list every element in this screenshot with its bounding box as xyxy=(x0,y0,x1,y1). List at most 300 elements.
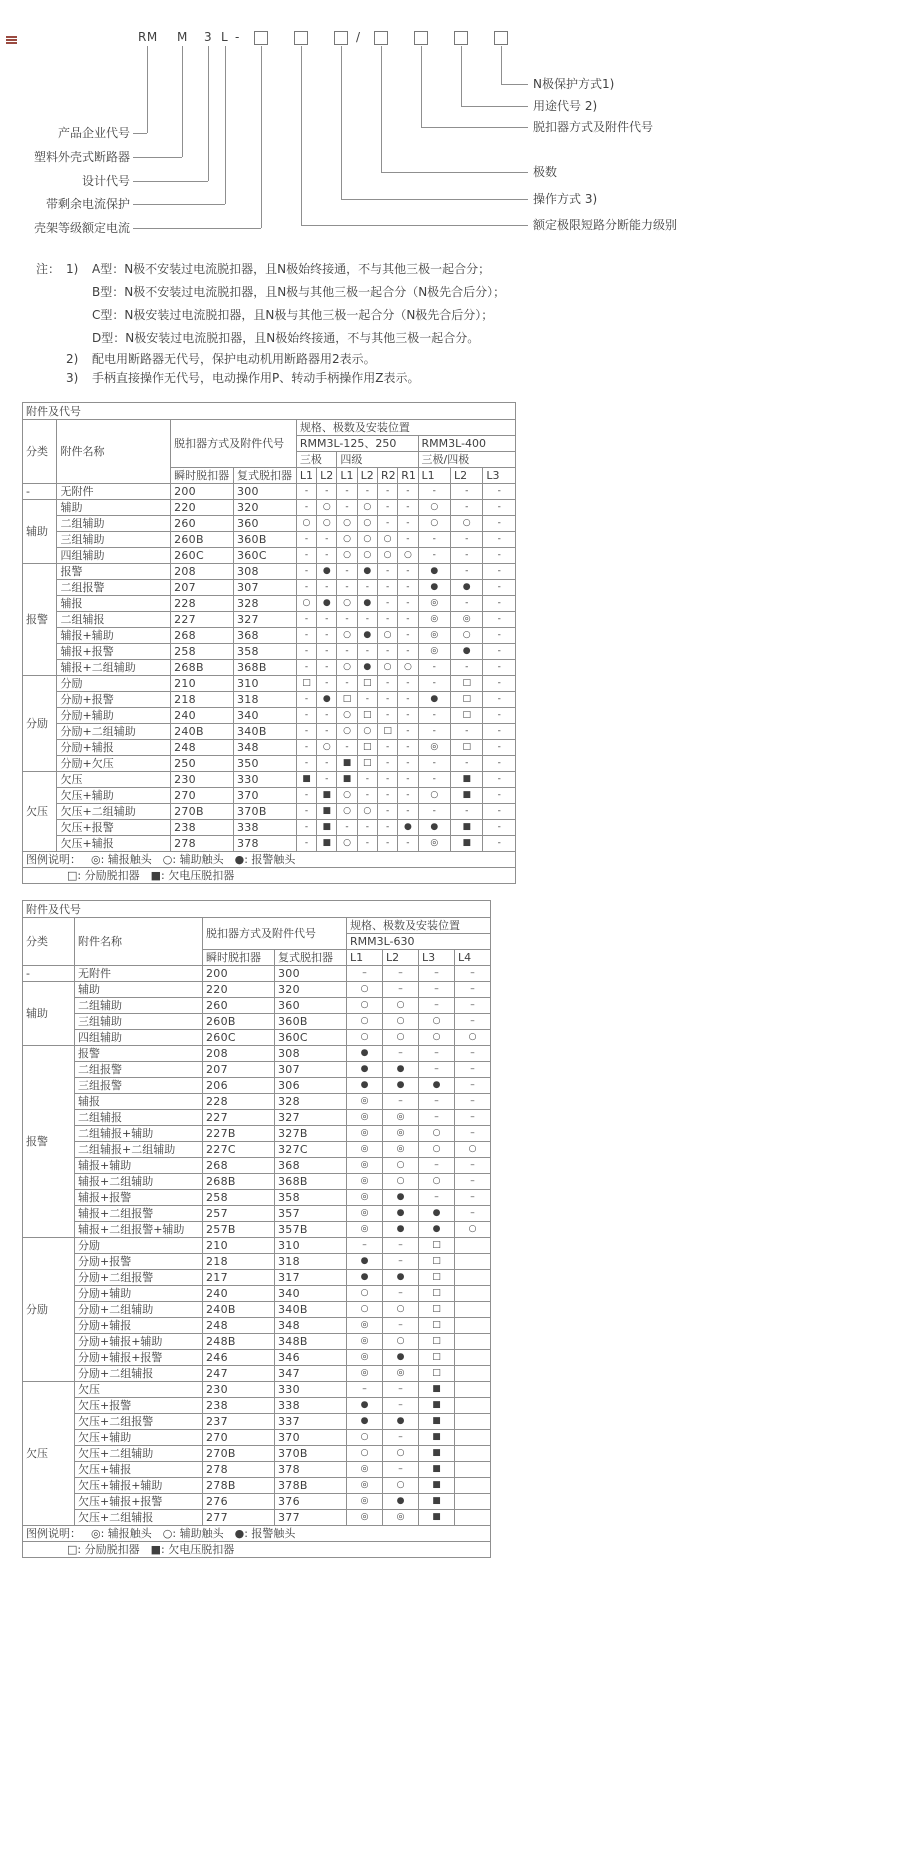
position-cell: - xyxy=(357,692,377,708)
attachment-name-cell: 欠压+辅报+辅助 xyxy=(75,1478,203,1494)
position-cell: ○ xyxy=(347,1302,383,1318)
position-cell: ○ xyxy=(383,1030,419,1046)
position-cell: ◎ xyxy=(347,1174,383,1190)
table-row xyxy=(23,564,516,580)
position-cell: ■ xyxy=(450,820,482,836)
position-cell: - xyxy=(296,740,316,756)
position-cell: - xyxy=(418,660,450,676)
position-cell: - xyxy=(377,644,397,660)
col-header-compound-trip: 复式脱扣器 xyxy=(275,950,347,966)
position-cell: – xyxy=(383,1254,419,1270)
position-cell: ◎ xyxy=(347,1206,383,1222)
code-cell: 227B xyxy=(203,1126,275,1142)
code-box-frame-current xyxy=(254,31,268,45)
table-row xyxy=(23,966,491,982)
code-part-design: 3 xyxy=(204,30,213,44)
position-cell: - xyxy=(317,756,337,772)
position-cell: □ xyxy=(419,1350,455,1366)
code-cell: 348 xyxy=(233,740,296,756)
position-cell: - xyxy=(317,580,337,596)
code-cell: 260C xyxy=(171,548,234,564)
position-cell: – xyxy=(347,1238,383,1254)
position-cell: ○ xyxy=(337,516,357,532)
position-cell: - xyxy=(398,756,418,772)
code-cell: 370B xyxy=(233,804,296,820)
position-cell: - xyxy=(296,804,316,820)
col-header-frame-630: RMM3L-630 xyxy=(347,934,491,950)
table-row xyxy=(23,772,516,788)
position-cell: - xyxy=(483,484,516,500)
code-cell: 348 xyxy=(275,1318,347,1334)
position-cell: - xyxy=(337,676,357,692)
code-cell: 346 xyxy=(275,1350,347,1366)
position-cell: – xyxy=(455,1094,491,1110)
position-cell: ◎ xyxy=(383,1142,419,1158)
code-cell: 338 xyxy=(275,1398,347,1414)
code-cell: 278 xyxy=(203,1462,275,1478)
position-cell: – xyxy=(455,1206,491,1222)
code-cell: 310 xyxy=(275,1238,347,1254)
model-code-diagram xyxy=(0,0,900,252)
position-cell: ■ xyxy=(419,1382,455,1398)
position-cell: - xyxy=(296,532,316,548)
accessory-table-2-wrap xyxy=(22,900,491,1558)
position-cell: ◎ xyxy=(418,836,450,852)
col-header-4pole: 四级 xyxy=(337,452,418,468)
position-cell: - xyxy=(483,692,516,708)
position-cell: - xyxy=(483,708,516,724)
position-cell: - xyxy=(418,804,450,820)
code-cell: 350 xyxy=(233,756,296,772)
code-cell: 260 xyxy=(203,998,275,1014)
position-cell xyxy=(455,1494,491,1510)
position-cell: - xyxy=(398,516,418,532)
position-cell: – xyxy=(383,1094,419,1110)
code-cell: 278 xyxy=(171,836,234,852)
position-cell: - xyxy=(296,564,316,580)
table-row xyxy=(23,1398,491,1414)
note-number: 1) xyxy=(66,262,79,276)
code-cell: 238 xyxy=(171,820,234,836)
code-cell: 370 xyxy=(233,788,296,804)
attachment-name-cell: 二组辅报 xyxy=(57,612,171,628)
category-cell: 报警 xyxy=(23,1046,75,1238)
position-cell: ○ xyxy=(337,548,357,564)
position-cell xyxy=(455,1238,491,1254)
position-cell: - xyxy=(418,772,450,788)
code-part-slash: / xyxy=(356,30,361,44)
position-cell: – xyxy=(419,1190,455,1206)
table-row xyxy=(23,788,516,804)
diagram-label-design-code: 设计代号 xyxy=(81,174,130,188)
position-cell: ● xyxy=(347,1254,383,1270)
position-cell: ■ xyxy=(337,756,357,772)
position-cell: – xyxy=(383,1286,419,1302)
category-cell: 报警 xyxy=(23,564,57,676)
position-cell: ○ xyxy=(337,708,357,724)
position-cell: – xyxy=(419,1062,455,1078)
table-row xyxy=(23,676,516,692)
code-cell: 310 xyxy=(233,676,296,692)
position-cell: ○ xyxy=(419,1142,455,1158)
position-cell: ◎ xyxy=(347,1142,383,1158)
code-cell: 357B xyxy=(275,1222,347,1238)
position-cell: ■ xyxy=(317,820,337,836)
legend-line-1 xyxy=(23,1526,491,1542)
attachment-name-cell: 欠压+辅助 xyxy=(75,1430,203,1446)
code-cell: 270 xyxy=(203,1430,275,1446)
position-cell: ○ xyxy=(337,836,357,852)
accessory-table-1-wrap xyxy=(22,402,516,884)
code-cell: 260C xyxy=(203,1030,275,1046)
position-cell: - xyxy=(377,612,397,628)
position-cell: - xyxy=(450,724,482,740)
position-cell: ◎ xyxy=(347,1366,383,1382)
table-title: 附件及代号 xyxy=(23,901,491,918)
code-cell: 307 xyxy=(275,1062,347,1078)
position-cell: – xyxy=(347,1382,383,1398)
position-cell: ○ xyxy=(377,532,397,548)
col-header-3pole: 三极 xyxy=(296,452,337,468)
position-cell: - xyxy=(337,500,357,516)
attachment-name-cell: 欠压 xyxy=(75,1382,203,1398)
table-row xyxy=(23,708,516,724)
position-cell: ◎ xyxy=(347,1222,383,1238)
position-cell: □ xyxy=(377,724,397,740)
position-cell: ◎ xyxy=(383,1110,419,1126)
position-cell: ◎ xyxy=(347,1110,383,1126)
position-cell: ● xyxy=(419,1078,455,1094)
position-cell: - xyxy=(398,804,418,820)
code-cell: 358 xyxy=(275,1190,347,1206)
position-cell: - xyxy=(398,740,418,756)
position-cell: - xyxy=(398,788,418,804)
code-cell: 340B xyxy=(233,724,296,740)
legend-intro: 图例说明： xyxy=(26,853,81,866)
attachment-name-cell: 报警 xyxy=(57,564,171,580)
position-cell: ○ xyxy=(347,1014,383,1030)
position-cell: – xyxy=(419,1110,455,1126)
code-cell: 360B xyxy=(275,1014,347,1030)
position-cell: □ xyxy=(419,1238,455,1254)
position-cell: - xyxy=(418,708,450,724)
code-cell: 217 xyxy=(203,1270,275,1286)
attachment-name-cell: 报警 xyxy=(75,1046,203,1062)
position-cell: ○ xyxy=(337,660,357,676)
code-cell: 207 xyxy=(171,580,234,596)
code-cell: 220 xyxy=(171,500,234,516)
attachment-name-cell: 三组辅助 xyxy=(75,1014,203,1030)
code-cell: 238 xyxy=(203,1398,275,1414)
position-cell: ■ xyxy=(317,836,337,852)
legend-intro: 图例说明： xyxy=(26,1527,81,1540)
connector-line xyxy=(182,46,183,157)
table-row xyxy=(23,1334,491,1350)
position-cell: ○ xyxy=(296,516,316,532)
position-cell xyxy=(455,1414,491,1430)
position-cell: - xyxy=(483,724,516,740)
code-cell: 240 xyxy=(203,1286,275,1302)
code-cell: 348B xyxy=(275,1334,347,1350)
col-header-name: 附件名称 xyxy=(57,420,171,484)
col-header-instant-trip: 瞬时脱扣器 xyxy=(203,950,275,966)
notes-label: 注： xyxy=(36,262,61,276)
position-cell: ● xyxy=(383,1350,419,1366)
position-cell: ■ xyxy=(337,772,357,788)
code-cell: 250 xyxy=(171,756,234,772)
code-cell: 240B xyxy=(171,724,234,740)
position-cell: ○ xyxy=(296,596,316,612)
position-cell: ◎ xyxy=(383,1126,419,1142)
position-cell xyxy=(455,1334,491,1350)
position-cell: ◎ xyxy=(418,612,450,628)
note-number: 2) xyxy=(66,352,79,366)
attachment-name-cell: 辅报+报警 xyxy=(75,1190,203,1206)
diagram-label-residual-current: 带剩余电流保护 xyxy=(45,197,130,211)
attachment-name-cell: 辅报+二组辅助 xyxy=(57,660,171,676)
col-header-trip-group: 脱扣器方式及附件代号 xyxy=(203,918,347,950)
position-cell: ● xyxy=(347,1078,383,1094)
position-cell: - xyxy=(483,660,516,676)
attachment-name-cell: 辅报+二组报警+辅助 xyxy=(75,1222,203,1238)
position-cell: □ xyxy=(419,1366,455,1382)
code-cell: 300 xyxy=(275,966,347,982)
attachment-name-cell: 辅报+二组报警 xyxy=(75,1206,203,1222)
table-row xyxy=(23,1382,491,1398)
position-cell: - xyxy=(337,580,357,596)
col-header-name: 附件名称 xyxy=(75,918,203,966)
position-cell: ■ xyxy=(419,1430,455,1446)
position-cell: – xyxy=(455,1062,491,1078)
code-cell: 338 xyxy=(233,820,296,836)
position-cell: ● xyxy=(398,820,418,836)
position-cell: ● xyxy=(347,1398,383,1414)
code-cell: 370 xyxy=(275,1430,347,1446)
connector-line xyxy=(133,204,225,205)
position-cell: ○ xyxy=(357,516,377,532)
position-cell: - xyxy=(337,644,357,660)
attachment-name-cell: 欠压+二组辅报 xyxy=(75,1510,203,1526)
table-row xyxy=(23,1174,491,1190)
position-cell: - xyxy=(317,676,337,692)
attachment-name-cell: 欠压+报警 xyxy=(75,1398,203,1414)
position-cell: ● xyxy=(317,564,337,580)
position-cell: - xyxy=(296,692,316,708)
category-cell: 分励 xyxy=(23,676,57,772)
position-cell: - xyxy=(450,564,482,580)
attachment-name-cell: 分励+辅报+报警 xyxy=(75,1350,203,1366)
position-cell: ■ xyxy=(419,1462,455,1478)
note-number: 3) xyxy=(66,371,79,385)
table-row xyxy=(23,612,516,628)
code-cell: 320 xyxy=(275,982,347,998)
code-cell: 360 xyxy=(233,516,296,532)
position-cell: ○ xyxy=(419,1126,455,1142)
position-cell: - xyxy=(398,836,418,852)
position-cell: ● xyxy=(357,628,377,644)
code-cell: 376 xyxy=(275,1494,347,1510)
position-cell: - xyxy=(317,612,337,628)
position-cell: ◎ xyxy=(347,1318,383,1334)
position-cell: - xyxy=(483,628,516,644)
code-cell: 200 xyxy=(171,484,234,500)
position-cell: ◎ xyxy=(418,596,450,612)
note-text: D型：N极安装过电流脱扣器，且N极始终接通，不与其他三极一起合分。 xyxy=(92,331,480,345)
table-row xyxy=(23,548,516,564)
position-cell: □ xyxy=(419,1254,455,1270)
code-cell: 378 xyxy=(233,836,296,852)
table-row xyxy=(23,532,516,548)
position-cell: - xyxy=(296,548,316,564)
table-row xyxy=(23,1030,491,1046)
position-cell: - xyxy=(317,724,337,740)
position-cell: □ xyxy=(357,740,377,756)
position-cell: ■ xyxy=(419,1398,455,1414)
position-cell: ○ xyxy=(317,740,337,756)
code-cell: 258 xyxy=(203,1190,275,1206)
attachment-name-cell: 无附件 xyxy=(75,966,203,982)
position-cell: ● xyxy=(317,596,337,612)
position-cell: ■ xyxy=(419,1494,455,1510)
connector-line xyxy=(501,84,528,85)
code-part-type: M xyxy=(177,30,188,44)
position-cell: □ xyxy=(419,1334,455,1350)
position-cell: - xyxy=(357,836,377,852)
code-cell: 320 xyxy=(233,500,296,516)
diagram-label-enterprise-code: 产品企业代号 xyxy=(57,126,130,140)
table-row xyxy=(23,580,516,596)
position-cell: – xyxy=(383,1382,419,1398)
attachment-name-cell: 欠压+辅报 xyxy=(57,836,171,852)
position-cell: - xyxy=(296,724,316,740)
code-cell: 228 xyxy=(171,596,234,612)
attachment-name-cell: 分励+辅报 xyxy=(75,1318,203,1334)
position-cell: ○ xyxy=(337,596,357,612)
position-cell: – xyxy=(383,1398,419,1414)
table-row xyxy=(23,1158,491,1174)
col-header-position: L2 xyxy=(317,468,337,484)
code-cell: 270B xyxy=(203,1446,275,1462)
table-row xyxy=(23,804,516,820)
code-cell: 260B xyxy=(203,1014,275,1030)
code-cell: 370B xyxy=(275,1446,347,1462)
position-cell xyxy=(455,1398,491,1414)
code-cell: 276 xyxy=(203,1494,275,1510)
table-row xyxy=(23,692,516,708)
code-cell: 247 xyxy=(203,1366,275,1382)
position-cell: □ xyxy=(337,692,357,708)
position-cell: – xyxy=(455,1174,491,1190)
col-header-position: L3 xyxy=(483,468,516,484)
code-cell: 257 xyxy=(203,1206,275,1222)
position-cell: - xyxy=(377,484,397,500)
attachment-name-cell: 分励+二组辅助 xyxy=(57,724,171,740)
connector-line xyxy=(301,225,528,226)
position-cell: - xyxy=(296,788,316,804)
position-cell: - xyxy=(418,532,450,548)
position-cell: □ xyxy=(357,756,377,772)
position-cell: - xyxy=(337,740,357,756)
connector-line xyxy=(461,46,462,106)
code-cell: 328 xyxy=(275,1094,347,1110)
position-cell: - xyxy=(377,772,397,788)
table-row xyxy=(23,1078,491,1094)
position-cell: - xyxy=(398,772,418,788)
position-cell: ○ xyxy=(337,532,357,548)
code-cell: 308 xyxy=(233,564,296,580)
code-cell: 227 xyxy=(171,612,234,628)
connector-line xyxy=(261,46,262,228)
position-cell: ● xyxy=(347,1046,383,1062)
table-row xyxy=(23,1238,491,1254)
connector-line xyxy=(501,46,502,84)
position-cell: - xyxy=(377,692,397,708)
position-cell: ○ xyxy=(347,982,383,998)
table-row xyxy=(23,1302,491,1318)
position-cell: □ xyxy=(450,676,482,692)
position-cell: - xyxy=(398,500,418,516)
position-cell: ○ xyxy=(419,1030,455,1046)
table-row xyxy=(23,516,516,532)
position-cell: - xyxy=(296,484,316,500)
code-cell: 260 xyxy=(171,516,234,532)
position-cell: ■ xyxy=(450,788,482,804)
category-cell: 欠压 xyxy=(23,1382,75,1526)
position-cell: ◎ xyxy=(450,612,482,628)
attachment-name-cell: 分励+辅报 xyxy=(57,740,171,756)
position-cell: - xyxy=(296,644,316,660)
position-cell: - xyxy=(483,644,516,660)
table-row xyxy=(23,484,516,500)
position-cell: - xyxy=(296,708,316,724)
position-cell: □ xyxy=(296,676,316,692)
position-cell: ○ xyxy=(419,1014,455,1030)
position-cell: ● xyxy=(450,580,482,596)
position-cell: ○ xyxy=(455,1142,491,1158)
position-cell: ○ xyxy=(450,628,482,644)
position-cell: - xyxy=(317,772,337,788)
position-cell: – xyxy=(455,966,491,982)
position-cell: ◎ xyxy=(418,628,450,644)
code-cell: 330 xyxy=(275,1382,347,1398)
position-cell: – xyxy=(455,1014,491,1030)
position-cell: - xyxy=(483,516,516,532)
position-cell: ● xyxy=(347,1270,383,1286)
position-cell xyxy=(455,1446,491,1462)
code-cell: 327 xyxy=(275,1110,347,1126)
position-cell: - xyxy=(317,628,337,644)
position-cell: ■ xyxy=(450,772,482,788)
table-row xyxy=(23,1366,491,1382)
position-cell: – xyxy=(455,1110,491,1126)
note-item-1 xyxy=(36,258,505,350)
diagram-label-breaking-capacity: 额定极限短路分断能力级别 xyxy=(533,218,678,232)
position-cell: - xyxy=(450,548,482,564)
diagram-label-frame-current: 壳架等级额定电流 xyxy=(33,221,130,235)
position-cell: ◎ xyxy=(347,1494,383,1510)
diagram-label-operation-mode: 操作方式 3) xyxy=(533,192,598,206)
position-cell: □ xyxy=(419,1270,455,1286)
position-cell: - xyxy=(377,756,397,772)
note-text: C型：N极安装过电流脱扣器，且N极与其他三极一起合分（N极先合后分）； xyxy=(92,308,494,322)
position-cell: - xyxy=(418,756,450,772)
col-header-position: L1 xyxy=(347,950,383,966)
category-cell: 欠压 xyxy=(23,772,57,852)
position-cell: ● xyxy=(383,1190,419,1206)
code-cell: 357 xyxy=(275,1206,347,1222)
position-cell xyxy=(455,1510,491,1526)
code-cell: 347 xyxy=(275,1366,347,1382)
